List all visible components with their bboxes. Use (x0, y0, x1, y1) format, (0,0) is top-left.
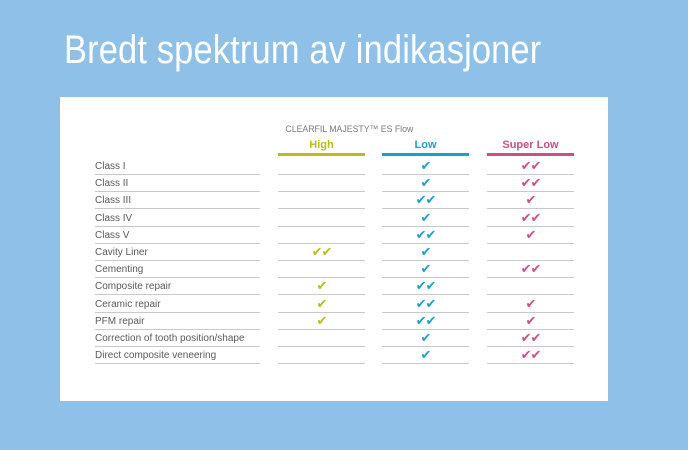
check-mark-icon: ✔ (487, 229, 574, 244)
indication-label: Composite repair (95, 280, 260, 295)
check-mark-icon (278, 194, 365, 209)
table-row (60, 261, 608, 278)
check-mark-icon: ✔ (382, 349, 469, 364)
table-row (60, 175, 608, 192)
indication-table-panel (60, 97, 608, 401)
check-mark-icon: ✔ (382, 246, 469, 261)
check-mark-icon (278, 229, 365, 244)
indication-label: PFM repair (95, 315, 260, 330)
table-row (60, 210, 608, 227)
check-mark-icon (278, 349, 365, 364)
column-header-high: High (278, 138, 365, 156)
column-header-super-low: Super Low (487, 138, 574, 156)
column-header-low: Low (382, 138, 469, 156)
check-mark-icon (278, 160, 365, 175)
check-mark-icon: ✔✔ (487, 332, 574, 347)
slide-title: Bredt spektrum av indikasjoner (64, 28, 542, 72)
indication-label: Correction of tooth position/shape (95, 332, 260, 347)
table-row (60, 313, 608, 330)
table-row (60, 296, 608, 313)
indication-label: Class V (95, 229, 260, 244)
check-mark-icon (278, 332, 365, 347)
check-mark-icon: ✔ (382, 160, 469, 175)
check-mark-icon: ✔✔ (487, 212, 574, 227)
check-mark-icon: ✔ (278, 280, 365, 295)
table-row (60, 278, 608, 295)
check-mark-icon: ✔✔ (487, 160, 574, 175)
indication-label: Class II (95, 177, 260, 192)
check-mark-icon: ✔ (487, 298, 574, 313)
check-mark-icon: ✔✔ (487, 349, 574, 364)
check-mark-icon: ✔✔ (382, 298, 469, 313)
check-mark-icon: ✔ (382, 177, 469, 192)
indication-rows (60, 158, 608, 364)
check-mark-icon: ✔✔ (382, 315, 469, 330)
check-mark-icon: ✔ (278, 298, 365, 313)
check-mark-icon: ✔ (382, 332, 469, 347)
table-row (60, 227, 608, 244)
check-mark-icon (278, 263, 365, 278)
indication-label: Class III (95, 194, 260, 209)
check-mark-icon: ✔✔ (382, 280, 469, 295)
check-mark-icon: ✔✔ (382, 229, 469, 244)
check-mark-icon: ✔ (487, 194, 574, 209)
table-row (60, 158, 608, 175)
table-row (60, 192, 608, 209)
check-mark-icon: ✔✔ (382, 194, 469, 209)
check-mark-icon: ✔✔ (487, 177, 574, 192)
check-mark-icon (487, 280, 574, 295)
product-name: CLEARFIL MAJESTY™ ES Flow (285, 124, 414, 135)
indication-label: Class I (95, 160, 260, 175)
check-mark-icon: ✔ (278, 315, 365, 330)
indication-label: Class IV (95, 212, 260, 227)
indication-label: Direct composite veneering (95, 349, 260, 364)
check-mark-icon (487, 246, 574, 261)
check-mark-icon: ✔ (382, 212, 469, 227)
check-mark-icon: ✔ (382, 263, 469, 278)
indication-label: Cavity Liner (95, 246, 260, 261)
check-mark-icon: ✔✔ (278, 246, 365, 261)
check-mark-icon (278, 212, 365, 227)
check-mark-icon: ✔ (487, 315, 574, 330)
table-row (60, 244, 608, 261)
check-mark-icon: ✔✔ (487, 263, 574, 278)
table-row (60, 347, 608, 364)
indication-label: Ceramic repair (95, 298, 260, 313)
indication-label: Cementing (95, 263, 260, 278)
table-row (60, 330, 608, 347)
check-mark-icon (278, 177, 365, 192)
